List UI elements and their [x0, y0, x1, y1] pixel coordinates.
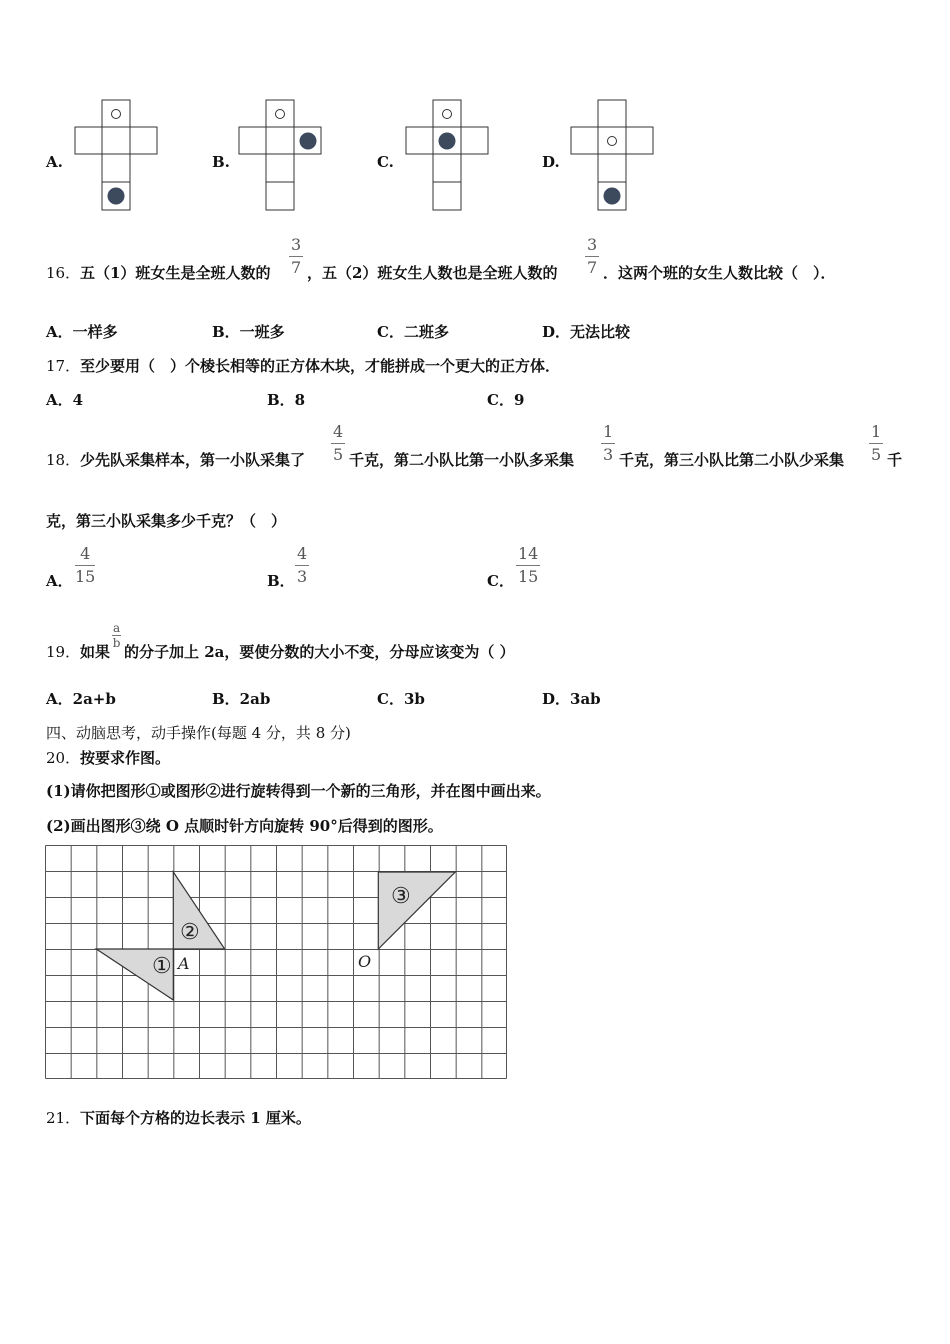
q18-fraction-1: $\frac{4}{5}$: [333, 422, 344, 464]
q16-option-b: B．一班多: [212, 323, 285, 341]
q18-option-a-fraction: $\frac{4}{15}$: [75, 544, 96, 586]
q17-option-b: B．8: [267, 391, 306, 409]
q15-option-b-letter: B.: [212, 153, 230, 171]
triangle-1-label: ①: [152, 954, 172, 979]
q18-fraction-2: $\frac{1}{3}$: [603, 422, 614, 464]
q15-net-a: [74, 99, 159, 211]
q19-option-d: D．3ab: [542, 690, 601, 708]
q19-option-a: A．2a+b: [46, 690, 116, 708]
q16-text-1: 五（1）班女生是全班人数的: [80, 264, 271, 282]
q19-option-b: B．2ab: [212, 690, 271, 708]
q21-number: 21．: [46, 1109, 81, 1127]
point-o-label: O: [358, 952, 372, 971]
q18-option-b-fraction: $\frac{4}{3}$: [297, 544, 308, 586]
hollow-dot-icon: [276, 110, 285, 119]
solid-dot-icon: [604, 188, 621, 205]
q16-text-2: ，五（2）班女生人数也是全班人数的: [307, 264, 558, 282]
q20-number: 20．: [46, 749, 81, 767]
q21-text: 下面每个方格的边长表示 1 厘米。: [80, 1109, 311, 1127]
q17-option-c: C．9: [487, 391, 525, 409]
q16-number: 16．: [46, 264, 81, 282]
rotation-grid: [45, 845, 507, 1079]
q15-option-c-letter: C.: [377, 153, 394, 171]
q18-option-c-fraction: $\frac{14}{15}$: [518, 544, 539, 586]
hollow-dot-icon: [443, 110, 452, 119]
q15-net-d: [570, 99, 655, 211]
q18-option-c-label: C．: [487, 572, 514, 590]
q15-net-c: [405, 99, 490, 211]
q18-text-3: 千克，第三小队比第二小队少采集: [619, 451, 845, 469]
q19-number: 19．: [46, 643, 81, 661]
q18-text-2: 千克，第二小队比第一小队多采集: [349, 451, 575, 469]
q18-fraction-3: $\frac{1}{5}$: [871, 422, 882, 464]
q19-option-c: C．3b: [377, 690, 425, 708]
solid-dot-icon: [300, 133, 317, 150]
section-4-title: 四、动脑思考，动手操作(每题 4 分，共 8 分): [46, 724, 351, 742]
q17-text: 至少要用（ ）个棱长相等的正方体木块，才能拼成一个更大的正方体．: [80, 357, 561, 375]
q16-option-c: C．二班多: [377, 323, 449, 341]
q16-option-d: D．无法比较: [542, 323, 631, 341]
hollow-dot-icon: [608, 137, 617, 146]
q18-option-b-label: B．: [267, 572, 295, 590]
q17-number: 17．: [46, 357, 81, 375]
q19-text-2: 的分子加上 2a，要使分数的大小不变，分母应该变为（ ）: [124, 643, 515, 661]
q15-option-d-letter: D.: [542, 153, 560, 171]
triangle-2-label: ②: [180, 920, 200, 945]
solid-dot-icon: [108, 188, 125, 205]
hollow-dot-icon: [112, 110, 121, 119]
q18-text-1: 少先队采集样本，第一小队采集了: [80, 451, 306, 469]
q18-line-2: 克，第三小队采集多少千克？（ ）: [46, 512, 287, 530]
q18-option-a-label: A．: [46, 572, 73, 590]
q16-option-a: A．一样多: [46, 323, 118, 341]
q20-sub-2: (2)画出图形③绕 O 点顺时针方向旋转 90°后得到的图形。: [46, 817, 443, 835]
triangle-3-label: ③: [391, 884, 411, 909]
q18-text-4: 千: [887, 451, 903, 469]
q20-text: 按要求作图。: [80, 749, 171, 767]
q16-fraction-2: $\frac{3}{7}$: [587, 235, 598, 277]
triangle-3: [378, 872, 455, 949]
q15-option-a-letter: A.: [46, 153, 63, 171]
q19-text-1: 如果: [80, 643, 111, 661]
q17-option-a: A．4: [46, 391, 84, 409]
q18-number: 18．: [46, 451, 81, 469]
solid-dot-icon: [439, 133, 456, 150]
q16-fraction-1: $\frac{3}{7}$: [291, 235, 302, 277]
q19-fraction: $\frac{a}{b}$: [112, 621, 121, 650]
q20-sub-1: (1)请你把图形①或图形②进行旋转得到一个新的三角形，并在图中画出来。: [46, 782, 551, 800]
point-a-label: A: [178, 954, 190, 973]
q16-text-3: ．这两个班的女生人数比较（ ）．: [603, 264, 836, 282]
q15-net-b: [238, 99, 323, 211]
